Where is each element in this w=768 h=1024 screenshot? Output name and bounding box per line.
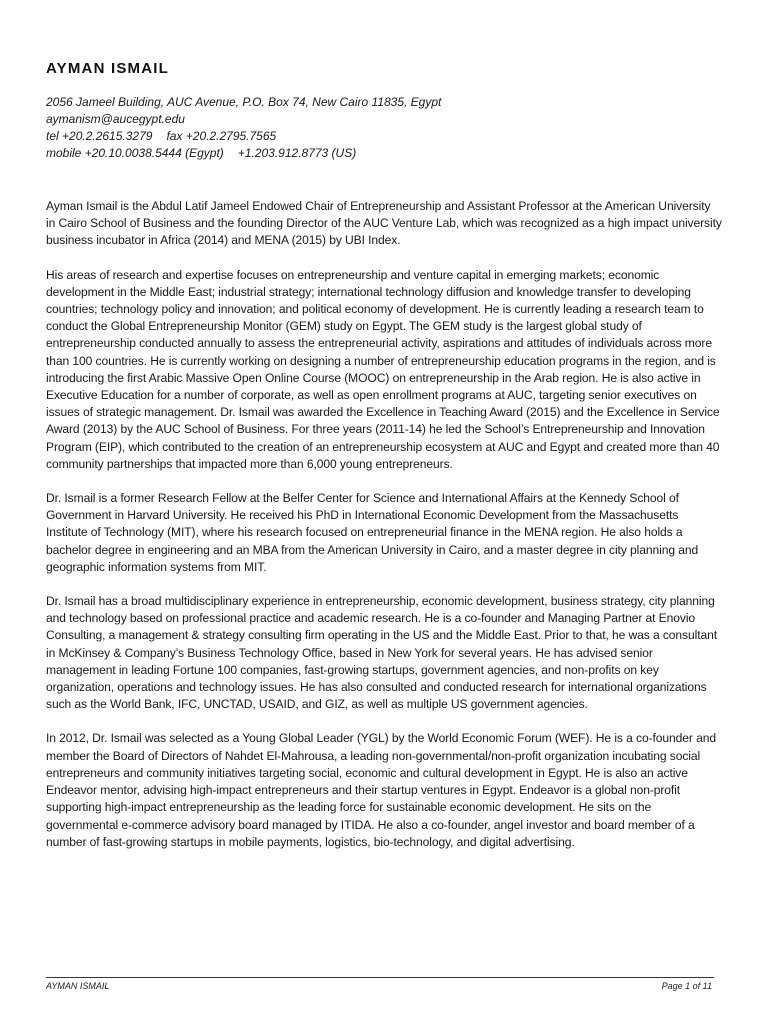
page-title: AYMAN ISMAIL — [46, 60, 170, 77]
contact-block — [46, 94, 441, 162]
address-line: 2056 Jameel Building, AUC Avenue, P.O. Box 74, New Cairo 11835, Egypt — [46, 95, 442, 109]
footer-divider — [46, 977, 714, 978]
bio-paragraph: Dr. Ismail has a broad multidisciplinary experience in entrepreneurship, economic development, business strategy, city planning and technology based on professional practice and academic research. He is a co-founder and Managing Partner at Enovio Consulting, a management & strategy consulting firm operating in the US and the Middle East. Prior to that, he was a consultant in McKinsey & Company’s Business Technology Office, based in New York for several years. He has advised senior management in leading Fortune 100 companies, fast-growing startups, government agencies, and non-profits on key organization, operations and technology issues. He has also consulted and conducted research for international organizations such as the World Bank, IFC, UNCTAD, USAID, and GIZ, as well as multiple US government agencies. — [46, 594, 717, 712]
page-number: Page 1 of 11 — [661, 981, 712, 991]
mobile-egypt: mobile +20.10.0038.5444 (Egypt) — [46, 146, 224, 160]
phone-line — [46, 128, 441, 145]
bio-paragraph: His areas of research and expertise focuses on entrepreneurship and venture capital in emerging markets; economic development in the Middle East; industrial strategy; international technology diffusion and knowledge transfer to developing countries; technology policy and innovation; and political economy of development. He is currently leading a research team to conduct the Global Entrepreneurship Monitor (GEM) study on Egypt. The GEM study is the largest global study of entrepreneurship conducted annually to assess the entrepreneurial activity, aspirations and attitudes of individuals across more than 100 countries. He is currently working on designing a number of entrepreneurship education programs in the region, and is introducing the first Arabic Massive Open Online Course (MOOC) on entrepreneurship in the Arab region. He is also active in Executive Education for a number of corporate, as well as open enrollment programs at AUC, targeting senior executives on issues of strategic management. Dr. Ismail was awarded the Excellence in Teaching Award (2015) and the Excellence in Service Award (2013) by the AUC School of Business. For three years (2011-14) he led the School’s Entrepreneurship and Innovation Program (EIP), which contributed to the creation of an entrepreneurship ecosystem at AUC and Egypt and created more than 40 community partnerships that impacted more than 6,000 young entrepreneurs. — [46, 267, 720, 471]
mobile-line — [46, 145, 441, 162]
mobile-us: +1.203.912.8773 (US) — [237, 146, 357, 160]
bio-paragraph: Dr. Ismail is a former Research Fellow at the Belfer Center for Science and International Affairs at the Kennedy School of Government in Harvard University. He received his PhD in International Economic Development from the Massachusetts Institute of Technology (MIT), where his research focused on entrepreneurial finance in the MENA region. He also holds a bachelor degree in engineering and an MBA from the American University in Cairo, and a master degree in city planning and geographic information systems from MIT. — [46, 491, 699, 574]
document-page — [46, 0, 722, 1024]
bio-paragraph: Ayman Ismail is the Abdul Latif Jameel Endowed Chair of Entrepreneurship and Assistant Professor at the American University in Cairo School of Business and the founding Director of the AUC Venture Lab, which was recognized as a high impact university business incubator in Africa (2014) and MENA (2015) by UBI Index. — [46, 199, 722, 248]
email-line: aymanism@aucegypt.edu — [46, 112, 185, 126]
footer-name: AYMAN ISMAIL — [46, 981, 110, 991]
tel-number: tel +20.2.2615.3279 — [46, 129, 153, 143]
bio-paragraph: In 2012, Dr. Ismail was selected as a Young Global Leader (YGL) by the World Economic Forum (WEF). He is a co-founder and member the Board of Directors of Nahdet El-Mahrousa, a leading non-governmental/non-profit organization incubating social entrepreneurs and community initiatives targeting social, economic and cultural development in Egypt. He is also an active Endeavor mentor, advising high-impact entrepreneurs and their startup ventures in Egypt. Endeavor is a global non-profit supporting high-impact entrepreneurship as the leading force for sustainable economic development. He sits on the governmental e-commerce advisory board managed by ITIDA. He also a co-founder, angel investor and board member of a number of fast-growing startups in mobile payments, logistics, bio-technology, and digital advertising. — [46, 731, 716, 849]
bio-section — [46, 198, 722, 868]
fax-number: fax +20.2.2795.7565 — [166, 129, 277, 143]
